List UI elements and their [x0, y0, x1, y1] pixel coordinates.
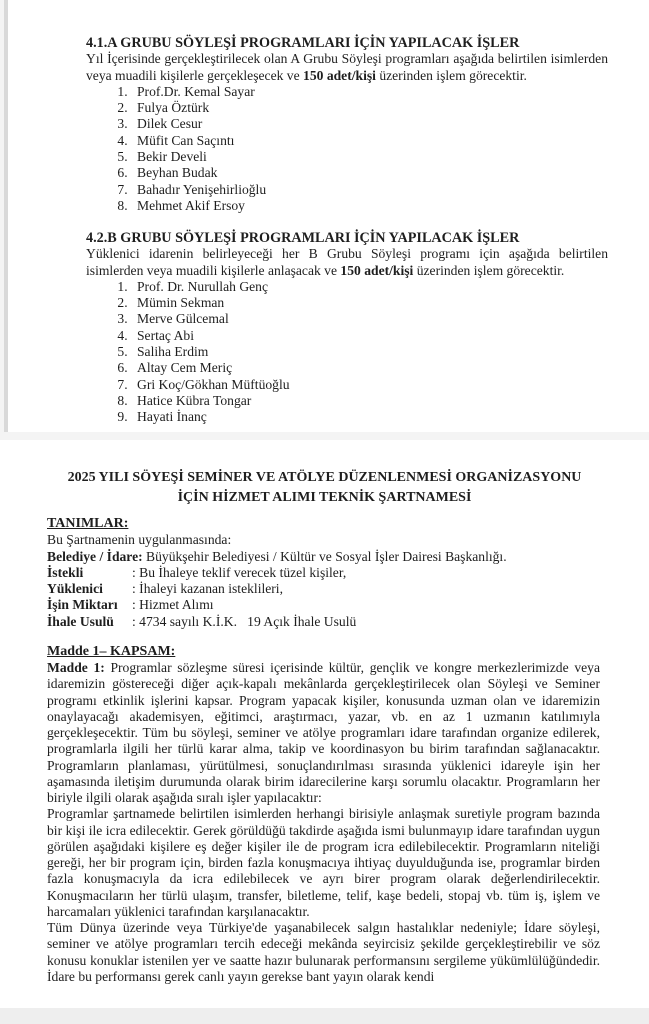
section-b-text: Yüklenici idarenin belirleyeceği her B Grubu Söyleşi programı için aşağıda belirtilen isimlerden veya muadili kişilerle anlaşacak ve 150 adet/kişi üzerinden işlem görecektir.	[86, 246, 608, 278]
page-gap	[0, 432, 649, 440]
list-item: 3. Merve Gülcemal	[131, 311, 608, 327]
scope-paragraph-1: Madde 1: Programlar sözleşme süresi içerisinde kültür, gençlik ve kongre merkezlerimizde veya idaremizin göstereceği diğer açık-kapalı mekânlarda gerçekleştirilecek olan Söyleşi ve Seminer programı etkinlik işlerini kapsar. Program yapacak kişiler, konusunda uzman olan ve idaremizin onaylayacağı akademisyen, eğitimci, araştırmacı, yazar, vb. en az 1 uzmanın katılımıyla gerçekleşecektir. Tüm bu söyleşi, seminer ve atölye programları idare tarafından organize edilerek, programlarla ilgili her türlü karar alma, takip ve koordinasyon bu birim tarafından sağlanacaktır. Programların planlaması, yürütülmesi, sonuçlandırılması sırasında yüklenici idareyle işin her aşamasında iletişim durumunda olarak birim idarecilerine karşı sorumlu olacaktır. Programların her biriyle ilgili olarak aşağıda sıralı işler yapılacaktır:	[47, 660, 600, 805]
definition-row	[47, 597, 600, 613]
list-item: 4. Müfit Can Saçıntı	[131, 133, 608, 149]
list-item: 1. Prof.Dr. Kemal Sayar	[131, 84, 608, 100]
definition-row	[47, 565, 600, 581]
list-item: 7. Bahadır Yenişehirlioğlu	[131, 182, 608, 198]
section-a	[86, 35, 608, 214]
list-item: 2. Fulya Öztürk	[131, 100, 608, 116]
definition-value: : Hizmet Alımı	[132, 597, 214, 613]
list-item: 3. Dilek Cesur	[131, 116, 608, 132]
section-a-text: Yıl İçerisinde gerçekleştirilecek olan A Grubu Söyleşi programları aşağıda belirtilen isimlerden veya muadili kişilerle gerçekleşecek ve 150 adet/kişi üzerinden işlem görecektir.	[86, 51, 608, 83]
list-item: 6. Altay Cem Meriç	[131, 360, 608, 376]
definition-term: İşin Miktarı	[47, 597, 118, 613]
section-a-heading: 4.1.A GRUBU SÖYLEŞİ PROGRAMLARI İÇİN YAPILACAK İŞLER	[86, 35, 520, 51]
list-item: 1. Prof. Dr. Nurullah Genç	[131, 279, 608, 295]
definition-row	[47, 614, 600, 630]
definition-value: : 4734 sayılı K.İ.K. 19 Açık İhale Usulü	[132, 613, 357, 629]
scope-paragraph-3: Tüm Dünya üzerinde veya Türkiye'de yaşanabilecek salgın hastalıklar nedeniyle; İdare söyleşi, seminer ve atölye programları tercih edeceği mekânda seyircisiz şekilde gerçekleştirebilir ve söz konusu konuklar istenilen yer ve saatte hazır bulunarak performansını sergileme yükümlülüğündedir. İdare bu performansı gerek canlı yayın gerekse bant yayın olarak kendi	[47, 920, 600, 984]
section-b-list	[86, 279, 608, 426]
section-b-heading: 4.2.B GRUBU SÖYLEŞİ PROGRAMLARI İÇİN YAPILACAK İŞLER	[86, 230, 520, 246]
definitions-heading: TANIMLAR:	[47, 516, 129, 531]
list-item: 8. Hatice Kübra Tongar	[131, 393, 608, 409]
bottom-bar	[0, 1008, 649, 1024]
list-item: 5. Saliha Erdim	[131, 344, 608, 360]
list-item: 5. Bekir Develi	[131, 149, 608, 165]
list-item: 7. Gri Koç/Gökhan Müftüoğlu	[131, 377, 608, 393]
scope-heading: Madde 1– KAPSAM:	[47, 643, 176, 659]
document-page-2	[0, 440, 649, 1008]
definition-term: Yüklenici	[47, 581, 103, 596]
list-item: 8. Mehmet Akif Ersoy	[131, 198, 608, 214]
scope-paragraph-2: Programlar şartnamede belirtilen isimlerden herhangi birisiyle anlaşmak suretiyle program bazında bir kişi ile icra edilecektir. Gerek görüldüğü takdirde aşağıda ismi bulunmayıp idare tarafından uygun görülen aşağıdaki kişilere eş değer kişiler ile de program icra edilebilecektir. Programların niteliği gereği, her bir program için, birden fazla konuşmacıya ihtiyaç duyulduğunda ise, programlar birden fazla konuşmacıyla da icra edilebilecek ve ayrı birer program olarak değerlendirilecektir. Konuşmacıların her türlü ulaşım, transfer, biletleme, telif, kaşe bedeli, stopaj vb. tüm iş, işlem ve harcamaları yüklenici tarafından karşılanacaktır.	[47, 806, 600, 919]
definition-idare: Belediye / İdare: Büyükşehir Belediyesi / Kültür ve Sosyal İşler Dairesi Başkanlığı.	[47, 548, 507, 564]
definitions-list	[47, 565, 600, 630]
list-item: 4. Sertaç Abi	[131, 328, 608, 344]
document-body	[47, 516, 600, 985]
definition-value: : İhaleyi kazanan isteklileri,	[132, 581, 283, 596]
list-item: 2. Mümin Sekman	[131, 295, 608, 311]
list-item: 6. Beyhan Budak	[131, 165, 608, 181]
definition-value: : Bu İhaleye teklif verecek tüzel kişiler,	[132, 564, 347, 580]
definition-row	[47, 581, 600, 597]
definitions-intro: Bu Şartnamenin uygulanmasında:	[47, 532, 232, 548]
list-item: 9. Hayati İnanç	[131, 409, 608, 425]
document-title: 2025 YILI SÖYEŞİ SEMİNER VE ATÖLYE DÜZENLENMESİ ORGANİZASYONU İÇİN HİZMET ALIMI TEKNİK ŞARTNAMESİ	[67, 470, 582, 505]
definition-term: İhale Usulü	[47, 613, 114, 629]
definition-term: İstekli	[47, 564, 84, 580]
document-page-1	[4, 0, 649, 432]
section-a-list	[86, 84, 608, 214]
section-b	[86, 230, 608, 426]
